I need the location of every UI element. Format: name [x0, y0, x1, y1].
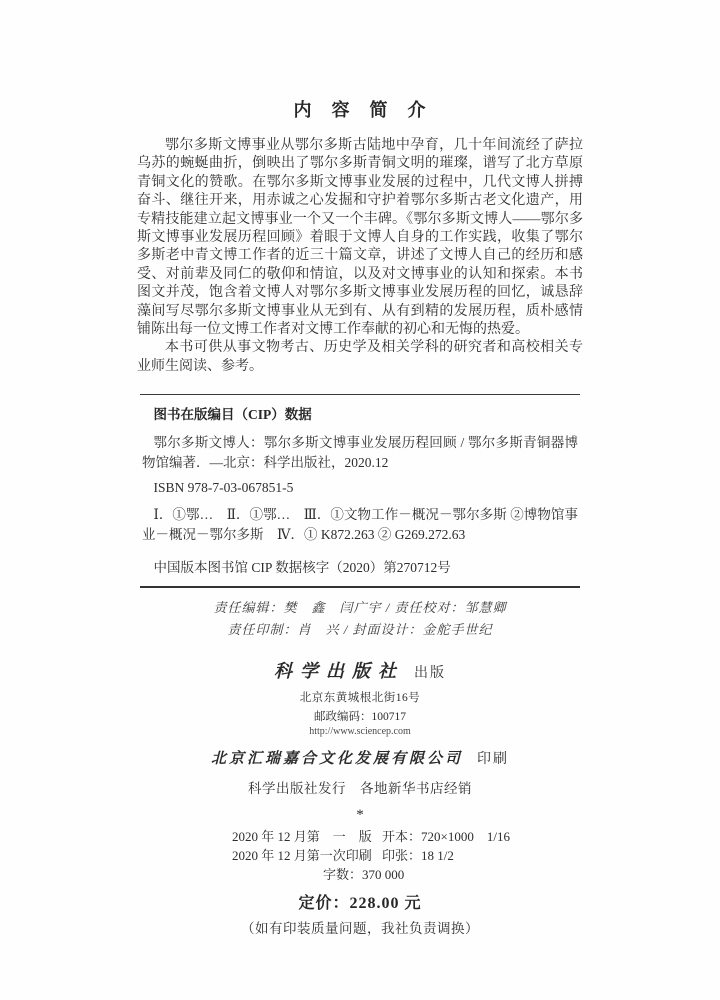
printer-line — [137, 747, 583, 768]
publisher-address: 北京东黄城根北街16号 — [299, 692, 421, 705]
printer-name: 北京汇瑞嘉合文化发展有限公司 — [210, 751, 463, 768]
cip-classification: Ⅰ．①鄂… Ⅱ．①鄂… Ⅲ．①文物工作－概况－鄂尔多斯 ②博物馆事业－概况－鄂尔多斯 Ⅳ．① K872.263 ② G269.272.63 — [142, 507, 578, 543]
intro-paragraph-2: 本书可供从事文物考古、历史学及相关学科的研究者和高校相关专业师生阅读、参考。 — [137, 340, 583, 374]
edition-line-1 — [232, 829, 583, 845]
word-count: 字数：370 000 — [323, 867, 405, 883]
asterisk-separator: * — [356, 807, 364, 824]
content-intro-title: 内 容 简 介 — [293, 100, 427, 120]
sheets-spec: 印张：18 1/2 — [382, 848, 454, 864]
quality-note: （如有印装质量问题，我社负责调换） — [241, 921, 479, 937]
intro-paragraph-1: 鄂尔多斯文博事业从鄂尔多斯古陆地中孕育，几十年间流经了萨拉乌苏的蜿蜒曲折，倒映出了鄂尔多斯青铜文明的璀璨，谱写了北方草原青铜文化的赞歌。在鄂尔多斯文博事业发展的过程中，几代文博人拼搏奋斗、继往开来，用赤诚之心发掘和守护着鄂尔多斯古老文化遗产，用专精技能建立起文博事业一个又一个丰碑。《鄂尔多斯文博人——鄂尔多斯文博事业发展历程回顾》着眼于文博人自身的工作实践，收集了鄂尔多斯老中青文博工作者的近三十篇文章，讲述了文博人自己的经历和感受、对前辈及同仁的敬仰和情谊，以及对文博事业的认知和探索。本书图文并茂，饱含着文博人对鄂尔多斯文博事业发展历程的回忆，诚恳辞藻间写尽鄂尔多斯文博事业从无到有、从有到精的发展历程，质朴感情铺陈出每一位文博工作者对文博工作奉献的初心和无悔的热爱。 — [137, 138, 583, 338]
edition-info — [232, 829, 583, 883]
cip-data-box — [140, 394, 580, 588]
edition-date: 2020 年 12 月第 一 版 — [232, 829, 372, 845]
printing-date: 2020 年 12 月第一次印刷 — [232, 848, 372, 864]
publisher-block — [137, 657, 583, 797]
credits-print-design-line: 责任印制：肖 兴 / 封面设计：金舵手世纪 — [227, 622, 493, 638]
price-line: 定价：228.00 元 — [298, 895, 422, 913]
print-label: 印刷 — [477, 752, 509, 768]
publisher-url: http://www.sciencep.com — [309, 726, 411, 738]
cip-description: 鄂尔多斯文博人：鄂尔多斯文博事业发展历程回顾 / 鄂尔多斯青铜器博物馆编著．—北京：科学出版社，2020.12 — [142, 435, 578, 470]
content-column — [137, 0, 583, 937]
cip-isbn: ISBN 978-7-03-067851-5 — [153, 480, 294, 496]
publisher-line — [137, 657, 583, 683]
cip-record-number: 中国版本图书馆 CIP 数据核字（2020）第270712号 — [153, 560, 451, 576]
publisher-name: 科学出版社 — [274, 661, 404, 682]
edition-line-2 — [232, 848, 583, 864]
staff-credits — [137, 597, 583, 641]
content-intro-body — [137, 137, 583, 376]
format-spec: 开本：720×1000 1/16 — [382, 829, 510, 845]
publisher-postcode: 邮政编码：100717 — [314, 711, 406, 724]
credits-editors-line: 责任编辑：樊 鑫 闫广宇 / 责任校对：邹慧卿 — [213, 600, 507, 616]
publish-label: 出版 — [414, 666, 446, 682]
distribution-line: 科学出版社发行 各地新华书店经销 — [248, 781, 472, 797]
cip-heading: 图书在版编目（CIP）数据 — [153, 407, 312, 423]
